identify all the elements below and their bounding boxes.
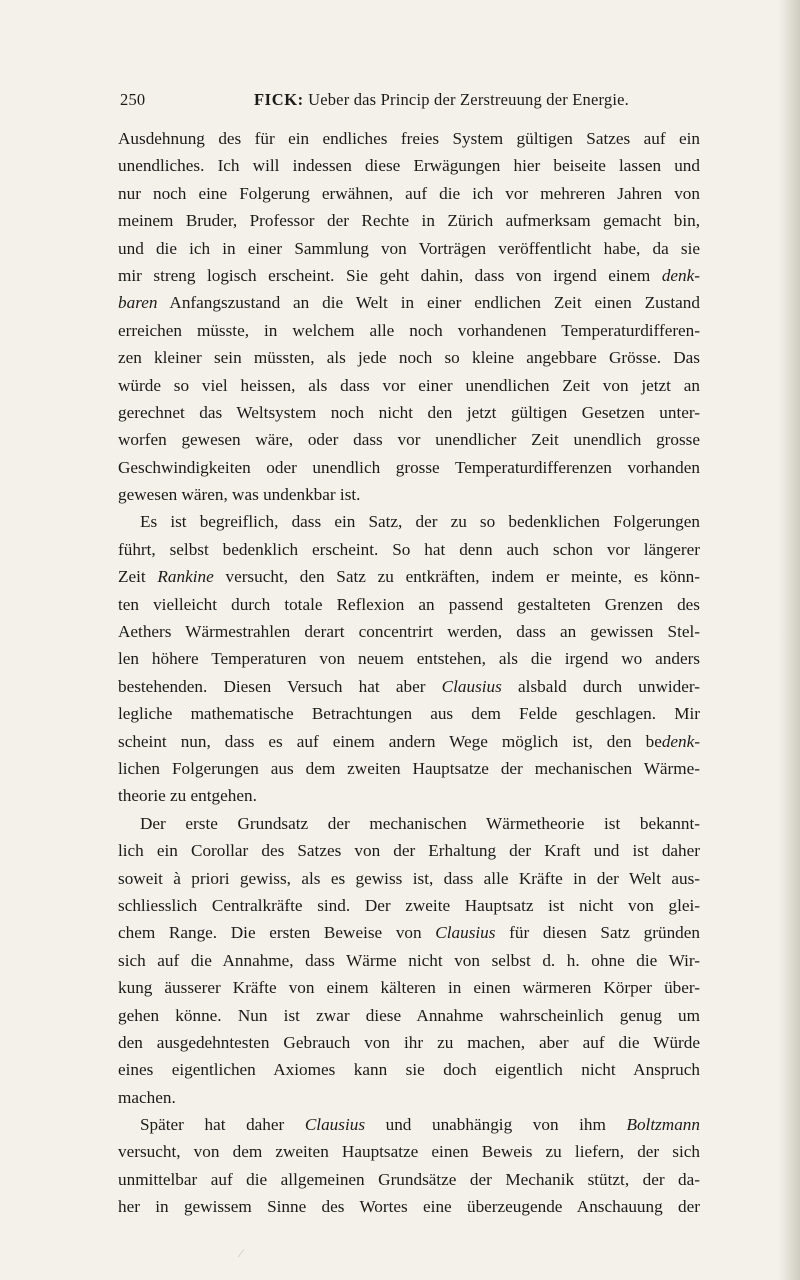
text-line: nur noch eine Folgerung erwähnen, auf die ich vor mehreren Jahren von [118, 183, 700, 203]
text-line: gewesen wären, was undenkbar ist. [118, 485, 361, 505]
text-line: ten vielleicht durch totale Reflexion an passend gestalteten Grenzen des [118, 594, 700, 614]
header-title-text: Ueber das Princip der Zerstreuung der Energie. [308, 90, 629, 109]
text-line: lichen Folgerungen aus dem zweiten Hauptsatze der mechanischen Wärme- [118, 758, 700, 778]
text-line: unendliches. Ich will indessen diese Erwägungen hier beiseite lassen und [118, 156, 700, 176]
text-line: den ausgedehntesten Gebrauch von ihr zu machen, aber auf die Würde [118, 1032, 700, 1052]
text-line: bestehenden. Diesen Versuch hat aber Clausius alsbald durch unwider- [118, 676, 700, 696]
text-line: eines eigentlichen Axiomes kann sie doch eigentlich nicht Anspruch [118, 1060, 700, 1080]
text-line: sich auf die Annahme, dass Wärme nicht von selbst d. h. ohne die Wir- [118, 950, 700, 970]
text-line: und die ich in einer Sammlung von Vorträgen veröffentlicht habe, da sie [118, 238, 700, 258]
page-number: 250 [120, 90, 146, 109]
stray-mark: ⁄ [240, 1246, 243, 1260]
text-line: theorie zu entgehen. [118, 786, 257, 806]
text-line: Es ist begreiflich, dass ein Satz, der zu so bedenklichen Folgerungen [140, 512, 700, 532]
text-line: chem Range. Die ersten Beweise von Clausius für diesen Satz gründen [118, 923, 700, 943]
text-line: erreichen müsste, in welchem alle noch vorhandenen Temperaturdifferen- [118, 320, 700, 340]
text-line: würde so viel heissen, als dass vor einer unendlichen Zeit von jetzt an [118, 375, 700, 395]
text-line: gerechnet das Weltsystem noch nicht den jetzt gültigen Gesetzen unter- [118, 402, 700, 422]
text-line: unmittelbar auf die allgemeinen Grundsätze der Mechanik stützt, der da- [118, 1169, 700, 1189]
text-line: versucht, von dem zweiten Hauptsatze einen Beweis zu liefern, der sich [118, 1142, 700, 1162]
text-line: meinem Bruder, Professor der Rechte in Zürich aufmerksam gemacht bin, [118, 211, 700, 231]
header-author: FICK: [254, 90, 304, 109]
text-line: Zeit Rankine versucht, den Satz zu entkräften, indem er meinte, es könn- [118, 567, 700, 587]
text-line: gehen könne. Nun ist zwar diese Annahme wahrscheinlich genug um [118, 1005, 700, 1025]
text-line: führt, selbst bedenklich erscheint. So hat denn auch schon vor längerer [118, 539, 700, 559]
text-line: schliesslich Centralkräfte sind. Der zweite Hauptsatz ist nicht von glei- [118, 895, 700, 915]
text-line: Ausdehnung des für ein endliches freies System gültigen Satzes auf ein [118, 129, 700, 148]
text-line: baren Anfangszustand an die Welt in einer endlichen Zeit einen Zustand [118, 293, 700, 313]
text-line: zen kleiner sein müssten, als jede noch so kleine angebbare Grösse. Das [118, 348, 700, 368]
text-line: Der erste Grundsatz der mechanischen Wärmetheorie ist bekannt- [140, 813, 700, 833]
text-line: her in gewissem Sinne des Wortes eine überzeugende Anschauung der [118, 1197, 700, 1217]
text-line: Geschwindigkeiten oder unendlich grosse Temperaturdifferenzen vorhanden [118, 457, 700, 477]
body-text [118, 125, 700, 1221]
text-line: soweit à priori gewiss, als es gewiss ist, dass alle Kräfte in der Welt aus- [118, 868, 700, 888]
text-line: Später hat daher Clausius und unabhängig von ihm Boltzmann [140, 1115, 700, 1135]
page-edge-shadow [778, 0, 800, 1280]
text-line: lich ein Corollar des Satzes von der Erhaltung der Kraft und ist daher [118, 841, 700, 861]
text-line: scheint nun, dass es auf einem andern Wege möglich ist, den bedenk- [118, 731, 700, 751]
text-line: worfen gewesen wäre, oder dass vor unendlicher Zeit unendlich grosse [118, 430, 700, 450]
running-head [120, 90, 700, 114]
text-line: Aethers Wärmestrahlen derart concentrirt werden, dass an gewissen Stel- [118, 622, 700, 642]
text-line: len höhere Temperaturen von neuem entstehen, als die irgend wo anders [118, 649, 700, 669]
text-line: legliche mathematische Betrachtungen aus dem Felde geschlagen. Mir [118, 704, 700, 724]
text-line: mir streng logisch erscheint. Sie geht dahin, dass von irgend einem denk- [118, 265, 700, 285]
running-title [254, 90, 629, 110]
text-line: machen. [118, 1087, 176, 1107]
text-line: kung äusserer Kräfte von einem kälteren in einen wärmeren Körper über- [118, 978, 700, 998]
